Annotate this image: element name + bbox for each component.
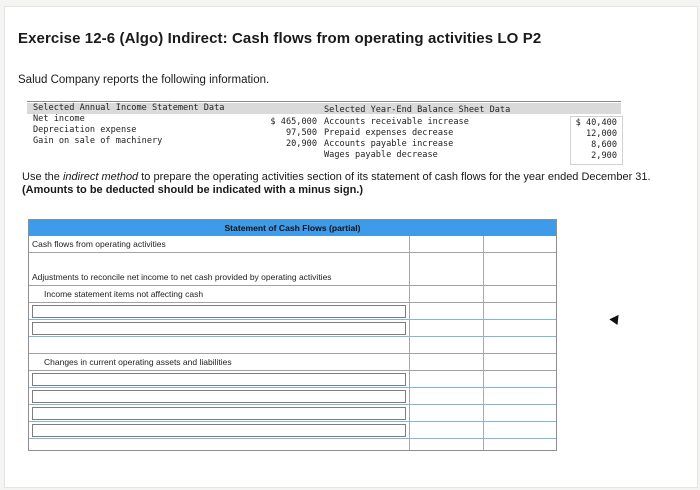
noncash-entry-row-1[interactable] xyxy=(29,303,556,320)
changes-label-row xyxy=(29,354,556,371)
change-entry-row-4[interactable] xyxy=(29,422,556,439)
change-entry-row-2[interactable] xyxy=(29,388,556,405)
given-left-label: Depreciation expense xyxy=(33,125,137,135)
given-right-value: 8,600 xyxy=(591,140,617,150)
noncash-label-row xyxy=(29,286,556,303)
instructions-note: (Amounts to be deducted should be indicated with a minus sign.) xyxy=(22,184,364,196)
change-description-input-4[interactable] xyxy=(32,424,406,437)
noncash-entry-row-2[interactable] xyxy=(29,320,556,337)
given-left-value: 97,500 xyxy=(285,128,317,138)
given-left-value: 20,900 xyxy=(285,139,317,149)
noncash-description-input-1[interactable] xyxy=(32,305,406,318)
noncash-description-input-2[interactable] xyxy=(32,322,406,335)
column-divider-1 xyxy=(409,236,410,450)
change-entry-row-1[interactable] xyxy=(29,371,556,388)
net-income-entry-row[interactable] xyxy=(29,253,556,270)
change-description-input-3[interactable] xyxy=(32,407,406,420)
given-left-value: $ 465,000 xyxy=(270,117,317,127)
instructions xyxy=(22,171,692,197)
change-description-input-2[interactable] xyxy=(32,390,406,403)
given-data-table xyxy=(27,101,621,164)
given-right-value: 12,000 xyxy=(585,129,617,139)
balance-sheet-header: Selected Year-End Balance Sheet Data xyxy=(324,105,511,115)
given-right-label: Accounts payable increase xyxy=(324,139,454,149)
column-divider-2 xyxy=(483,236,484,450)
instructions-part-1: Use the xyxy=(22,171,63,183)
blank-row xyxy=(29,337,556,354)
given-right-label: Prepaid expenses decrease xyxy=(324,128,454,138)
given-left-label: Net income xyxy=(33,114,85,124)
instructions-part-2: to prepare the operating activities section of its statement of cash flows for the year ended December 31. xyxy=(138,171,651,183)
cash-flows-row xyxy=(29,236,556,253)
cash-flows-label: Cash flows from operating activities xyxy=(32,239,166,249)
exercise-title: Exercise 12-6 (Algo) Indirect: Cash flows from operating activities LO P2 xyxy=(18,30,542,47)
given-left-label: Gain on sale of machinery xyxy=(33,136,163,146)
adjustments-label: Adjustments to reconcile net income to net cash provided by operating activities xyxy=(32,272,332,282)
statement-title: Statement of Cash Flows (partial) xyxy=(224,223,361,233)
intro-text: Salud Company reports the following information. xyxy=(18,74,270,86)
adjustments-row xyxy=(29,269,556,286)
noncash-label: Income statement items not affecting cash xyxy=(44,289,204,299)
change-entry-row-3[interactable] xyxy=(29,405,556,422)
given-right-value: 2,900 xyxy=(591,151,617,161)
income-statement-header: Selected Annual Income Statement Data xyxy=(33,103,225,113)
changes-label: Changes in current operating assets and liabilities xyxy=(44,357,232,367)
given-right-label: Wages payable decrease xyxy=(324,150,438,160)
total-row[interactable] xyxy=(29,439,556,449)
given-right-value: $ 40,400 xyxy=(575,118,617,128)
change-description-input-1[interactable] xyxy=(32,373,406,386)
given-right-label: Accounts receivable increase xyxy=(324,117,469,127)
statement-worksheet xyxy=(28,219,557,451)
instructions-method: indirect method xyxy=(62,171,139,183)
